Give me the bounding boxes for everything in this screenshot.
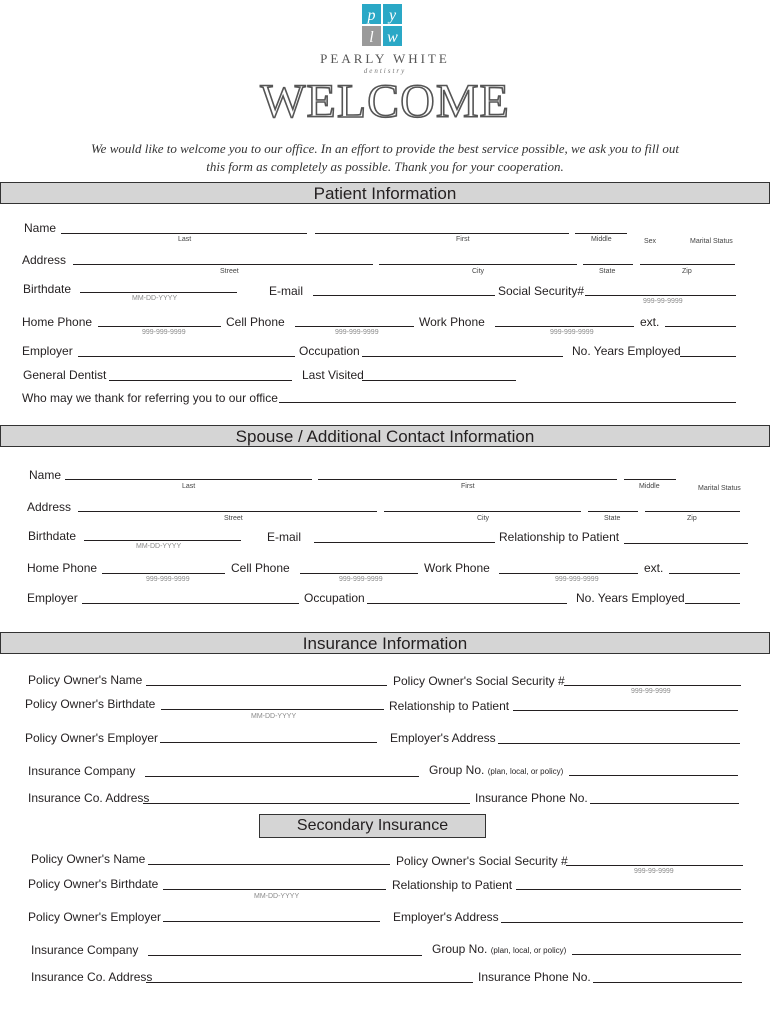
patient-home-phone-hint: 999-999-9999 [142, 329, 186, 336]
spouse-employer-field[interactable] [82, 603, 299, 604]
patient-dentist-field[interactable] [109, 380, 292, 381]
patient-name-label: Name [24, 221, 57, 235]
secondary-owner-employer-label: Policy Owner's Employer [28, 910, 161, 924]
spouse-address-label: Address [27, 500, 72, 514]
insurance-owner-birthdate-field[interactable] [161, 709, 384, 710]
patient-work-phone-label: Work Phone [419, 315, 485, 329]
insurance-relationship-field[interactable] [513, 710, 738, 711]
spouse-birthdate-field[interactable] [84, 540, 241, 541]
patient-employer-label: Employer [22, 344, 73, 358]
insurance-company-label: Insurance Company [28, 764, 136, 778]
insurance-ssn-hint: 999-99-9999 [631, 688, 671, 695]
intro-line-1: We would like to welcome you to our office. In an effort to provide the best service possible, we ask you to fill out [91, 141, 679, 156]
spouse-street-field[interactable] [78, 511, 377, 512]
secondary-company-field[interactable] [148, 955, 422, 956]
secondary-relationship-field[interactable] [516, 889, 741, 890]
secondary-owner-employer-field[interactable] [163, 921, 380, 922]
insurance-employer-address-label: Employer's Address [390, 731, 496, 745]
patient-birthdate-field[interactable] [80, 292, 237, 293]
patient-zip-caption: Zip [682, 268, 692, 275]
svg-text:l: l [369, 29, 374, 46]
spouse-email-label: E-mail [267, 530, 302, 544]
brand-name: PEARLY WHITE [320, 51, 450, 66]
patient-last-visited-field[interactable] [362, 380, 516, 381]
patient-employer-field[interactable] [78, 356, 295, 357]
spouse-birthdate-hint: MM-DD-YYYY [136, 543, 182, 550]
spouse-marital-label: Marital Status [698, 485, 741, 492]
spouse-middle-caption: Middle [639, 483, 660, 490]
spouse-middle-name-field[interactable] [624, 479, 676, 480]
patient-last-visited-label: Last Visited [302, 368, 364, 382]
svg-text:w: w [387, 29, 398, 46]
secondary-owner-birthdate-label: Policy Owner's Birthdate [28, 877, 159, 891]
secondary-company-address-field[interactable] [146, 982, 473, 983]
patient-ext-label: ext. [640, 315, 660, 329]
patient-sex-label: Sex [644, 238, 657, 245]
secondary-relationship-label: Relationship to Patient [392, 878, 513, 892]
secondary-employer-address-field[interactable] [501, 922, 743, 923]
insurance-owner-name-field[interactable] [146, 685, 387, 686]
spouse-birthdate-label: Birthdate [28, 529, 77, 543]
spouse-zip-field[interactable] [645, 511, 740, 512]
secondary-owner-ssn-field[interactable] [566, 865, 743, 866]
patient-years-employed-field[interactable] [680, 356, 736, 357]
patient-dentist-label: General Dentist [23, 368, 107, 382]
insurance-phone-label: Insurance Phone No. [475, 791, 588, 805]
secondary-group-no: Group No. [432, 942, 488, 956]
patient-marital-label: Marital Status [690, 238, 733, 245]
patient-work-phone-field[interactable] [495, 326, 634, 327]
spouse-occupation-label: Occupation [304, 591, 365, 605]
secondary-owner-birthdate-field[interactable] [163, 889, 386, 890]
patient-referral-label: Who may we thank for referring you to our office [22, 391, 278, 405]
insurance-birthdate-hint: MM-DD-YYYY [251, 713, 297, 720]
patient-middle-name-field[interactable] [575, 233, 627, 234]
spouse-cell-phone-label: Cell Phone [231, 561, 290, 575]
spouse-work-phone-label: Work Phone [424, 561, 490, 575]
secondary-company-label: Insurance Company [31, 943, 139, 957]
spouse-first-name-field[interactable] [318, 479, 617, 480]
secondary-group-label [432, 942, 566, 958]
spouse-state-field[interactable] [588, 511, 638, 512]
patient-referral-field[interactable] [279, 402, 736, 403]
spouse-relationship-label: Relationship to Patient [499, 530, 620, 544]
spouse-occupation-field[interactable] [367, 603, 567, 604]
brand-subtitle: dentistry [363, 67, 407, 75]
secondary-birthdate-hint: MM-DD-YYYY [254, 893, 300, 900]
patient-zip-field[interactable] [640, 264, 735, 265]
secondary-owner-name-label: Policy Owner's Name [31, 852, 146, 866]
spouse-cell-phone-field[interactable] [300, 573, 418, 574]
spouse-relationship-field[interactable] [624, 543, 748, 544]
patient-city-caption: City [472, 268, 485, 275]
insurance-group-field[interactable] [569, 775, 738, 776]
insurance-owner-birthdate-label: Policy Owner's Birthdate [25, 697, 156, 711]
insurance-company-address-label: Insurance Co. Address [28, 791, 150, 805]
patient-first-caption: First [456, 236, 470, 243]
insurance-employer-address-field[interactable] [498, 743, 740, 744]
patient-ssn-field[interactable] [585, 295, 736, 296]
patient-first-name-field[interactable] [315, 233, 569, 234]
insurance-company-field[interactable] [145, 776, 419, 777]
patient-street-field[interactable] [73, 264, 373, 265]
patient-last-name-field[interactable] [61, 233, 307, 234]
spouse-email-field[interactable] [314, 542, 495, 543]
patient-cell-phone-field[interactable] [295, 326, 414, 327]
secondary-phone-label: Insurance Phone No. [478, 970, 591, 984]
secondary-section-header: Secondary Insurance [259, 814, 486, 838]
patient-middle-caption: Middle [591, 236, 612, 243]
patient-cell-phone-label: Cell Phone [226, 315, 285, 329]
spouse-home-phone-field[interactable] [102, 573, 225, 574]
intro-line-2: this form as completely as possible. Thank you for your cooperation. [206, 159, 564, 174]
spouse-name-label: Name [29, 468, 62, 482]
secondary-group-field[interactable] [572, 954, 741, 955]
insurance-company-address-field[interactable] [143, 803, 470, 804]
patient-city-field[interactable] [379, 264, 577, 265]
brand-logo [362, 4, 402, 46]
spouse-years-employed-field[interactable] [685, 603, 740, 604]
patient-home-phone-label: Home Phone [22, 315, 93, 329]
patient-home-phone-field[interactable] [98, 326, 221, 327]
spouse-work-phone-field[interactable] [499, 573, 638, 574]
insurance-group-no: Group No. [429, 763, 485, 777]
patient-street-caption: Street [220, 268, 239, 275]
spouse-home-phone-hint: 999-999-9999 [146, 576, 190, 583]
spouse-last-name-field[interactable] [65, 479, 312, 480]
patient-state-field[interactable] [583, 264, 633, 265]
spouse-section-header: Spouse / Additional Contact Information [0, 425, 770, 447]
insurance-owner-ssn-field[interactable] [564, 685, 741, 686]
insurance-relationship-label: Relationship to Patient [389, 699, 510, 713]
insurance-owner-name-label: Policy Owner's Name [28, 673, 143, 687]
patient-years-employed-label: No. Years Employed [572, 344, 681, 358]
patient-address-label: Address [22, 253, 67, 267]
spouse-zip-caption: Zip [687, 515, 697, 522]
patient-ext-field[interactable] [665, 326, 736, 327]
secondary-ssn-hint: 999-99-9999 [634, 868, 674, 875]
patient-ssn-hint: 999-99-9999 [643, 298, 683, 305]
patient-birthdate-label: Birthdate [23, 282, 72, 296]
insurance-owner-employer-field[interactable] [160, 742, 377, 743]
spouse-cell-phone-hint: 999-999-9999 [339, 576, 383, 583]
patient-occupation-field[interactable] [362, 356, 563, 357]
patient-email-field[interactable] [313, 295, 495, 296]
patient-ssn-label: Social Security# [498, 284, 585, 298]
spouse-city-caption: City [477, 515, 490, 522]
insurance-section-header: Insurance Information [0, 632, 770, 654]
secondary-employer-address-label: Employer's Address [393, 910, 499, 924]
spouse-state-caption: State [604, 515, 621, 522]
svg-text:y: y [388, 7, 397, 24]
welcome-heading: WELCOME [260, 75, 510, 128]
spouse-ext-field[interactable] [669, 573, 740, 574]
spouse-street-caption: Street [224, 515, 243, 522]
insurance-owner-employer-label: Policy Owner's Employer [25, 731, 158, 745]
insurance-phone-field[interactable] [590, 803, 739, 804]
spouse-city-field[interactable] [384, 511, 581, 512]
spouse-work-phone-hint: 999-999-9999 [555, 576, 599, 583]
secondary-owner-name-field[interactable] [148, 864, 390, 865]
svg-text:p: p [367, 7, 376, 24]
insurance-group-hint: (plan, local, or policy) [487, 767, 564, 776]
insurance-owner-ssn-label: Policy Owner's Social Security # [393, 674, 565, 688]
spouse-first-caption: First [461, 483, 475, 490]
secondary-company-address-label: Insurance Co. Address [31, 970, 153, 984]
patient-cell-phone-hint: 999-999-9999 [335, 329, 379, 336]
patient-work-phone-hint: 999-999-9999 [550, 329, 594, 336]
patient-email-label: E-mail [269, 284, 304, 298]
spouse-employer-label: Employer [27, 591, 78, 605]
patient-birthdate-hint: MM-DD-YYYY [132, 295, 178, 302]
spouse-home-phone-label: Home Phone [27, 561, 98, 575]
patient-section-header: Patient Information [0, 182, 770, 204]
secondary-owner-ssn-label: Policy Owner's Social Security # [396, 854, 568, 868]
patient-last-caption: Last [178, 236, 192, 243]
spouse-years-employed-label: No. Years Employed [576, 591, 685, 605]
insurance-group-label [429, 763, 563, 779]
spouse-last-caption: Last [182, 483, 196, 490]
patient-occupation-label: Occupation [299, 344, 360, 358]
spouse-ext-label: ext. [644, 561, 664, 575]
secondary-group-hint: (plan, local, or policy) [490, 946, 567, 955]
secondary-phone-field[interactable] [593, 982, 742, 983]
patient-state-caption: State [599, 268, 616, 275]
